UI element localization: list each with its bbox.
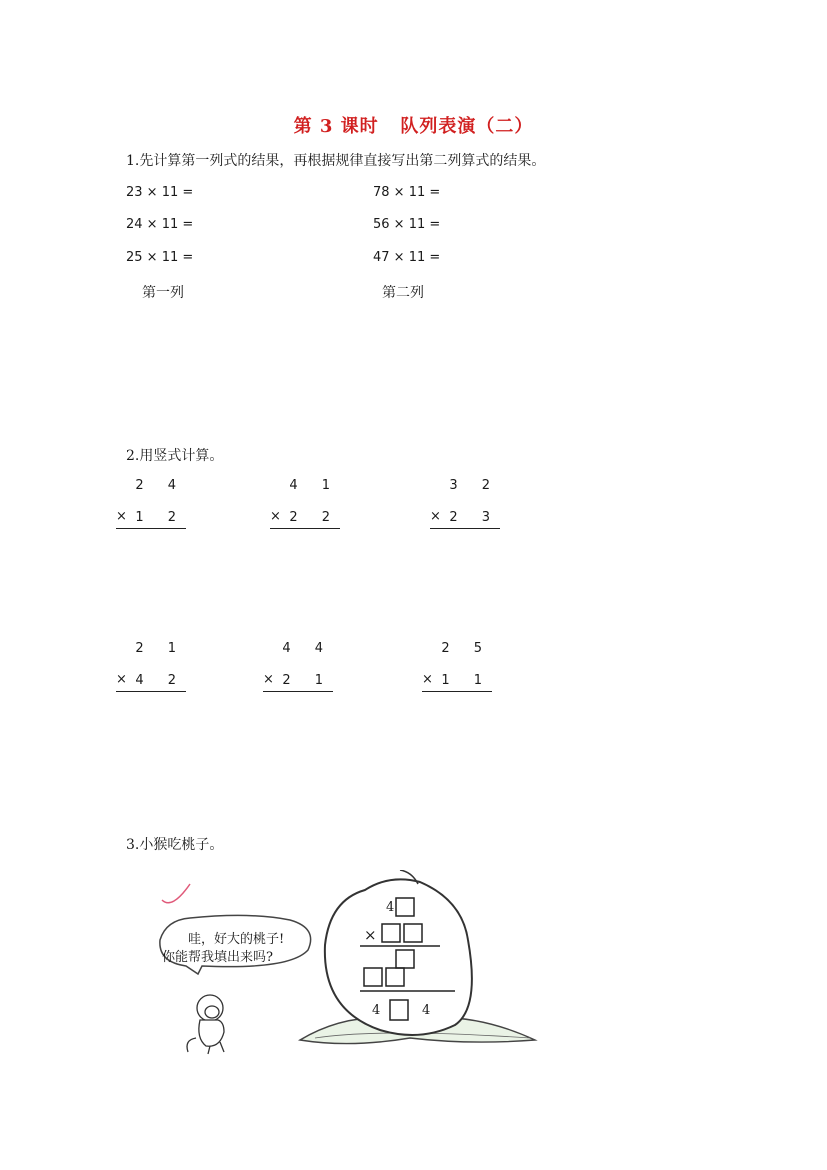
- q1-col2-row-1: 78 × 11 =: [373, 185, 441, 200]
- times-sign: ×: [116, 672, 127, 687]
- q1-col1-label: 第一列: [142, 285, 184, 301]
- vertical-problem: [116, 641, 186, 692]
- peach-illustration: [150, 870, 550, 1065]
- vertical-multiplier: 1 1: [441, 673, 492, 688]
- times-sign: ×: [430, 509, 441, 524]
- peach-top-digit: 4: [386, 900, 395, 915]
- vertical-multiplier: 1 2: [135, 510, 186, 525]
- vertical-problem: [263, 641, 333, 692]
- peach-drawing: [150, 870, 550, 1065]
- vertical-problem: [430, 478, 500, 529]
- vertical-top: 4 4: [282, 641, 333, 656]
- speech-line-2: 你能帮我填出来吗?: [162, 950, 273, 965]
- times-sign: ×: [270, 509, 281, 524]
- vertical-problem: [116, 478, 186, 529]
- check-mark-icon: [162, 884, 190, 903]
- q1-col2-row-2: 56 × 11 =: [373, 217, 441, 232]
- vertical-bottom: [116, 673, 186, 692]
- peach-icon: [325, 879, 472, 1035]
- question-2-prompt: 2.用竖式计算。: [126, 448, 224, 464]
- vertical-multiplier: 2 3: [449, 510, 500, 525]
- question-1-prompt: 1.先计算第一列式的结果，再根据规律直接写出第二列算式的结果。: [126, 153, 546, 169]
- times-sign: ×: [422, 672, 433, 687]
- q1-col2-label: 第二列: [382, 285, 424, 301]
- peach-result-right: 4: [422, 1003, 431, 1018]
- times-sign: ×: [116, 509, 127, 524]
- vertical-bottom: [263, 673, 333, 692]
- vertical-top: 2 4: [135, 478, 186, 493]
- q1-col1-row-2: 24 × 11 =: [126, 217, 194, 232]
- vertical-multiplier: 4 2: [135, 673, 186, 688]
- vertical-bottom: [422, 673, 492, 692]
- peach-times-sign: ×: [364, 926, 377, 944]
- vertical-bottom: [116, 510, 186, 529]
- monkey-icon: [187, 995, 224, 1054]
- vertical-top: 2 1: [135, 641, 186, 656]
- vertical-top: 3 2: [449, 478, 500, 493]
- vertical-top: 4 1: [289, 478, 340, 493]
- vertical-problem: [270, 478, 340, 529]
- q1-col2-row-3: 47 × 11 =: [373, 250, 441, 265]
- question-3-prompt: 3.小猴吃桃子。: [126, 837, 224, 853]
- vertical-bottom: [270, 510, 340, 529]
- vertical-multiplier: 2 1: [282, 673, 333, 688]
- vertical-problem: [422, 641, 492, 692]
- speech-line-1: 哇，好大的桃子!: [188, 932, 285, 947]
- q1-col1-row-1: 23 × 11 =: [126, 185, 194, 200]
- vertical-multiplier: 2 2: [289, 510, 340, 525]
- vertical-bottom: [430, 510, 500, 529]
- page-title: 第 3 课时 队列表演（二）: [293, 116, 534, 137]
- vertical-top: 2 5: [441, 641, 492, 656]
- q1-col1-row-3: 25 × 11 =: [126, 250, 194, 265]
- times-sign: ×: [263, 672, 274, 687]
- peach-result-left: 4: [372, 1003, 381, 1018]
